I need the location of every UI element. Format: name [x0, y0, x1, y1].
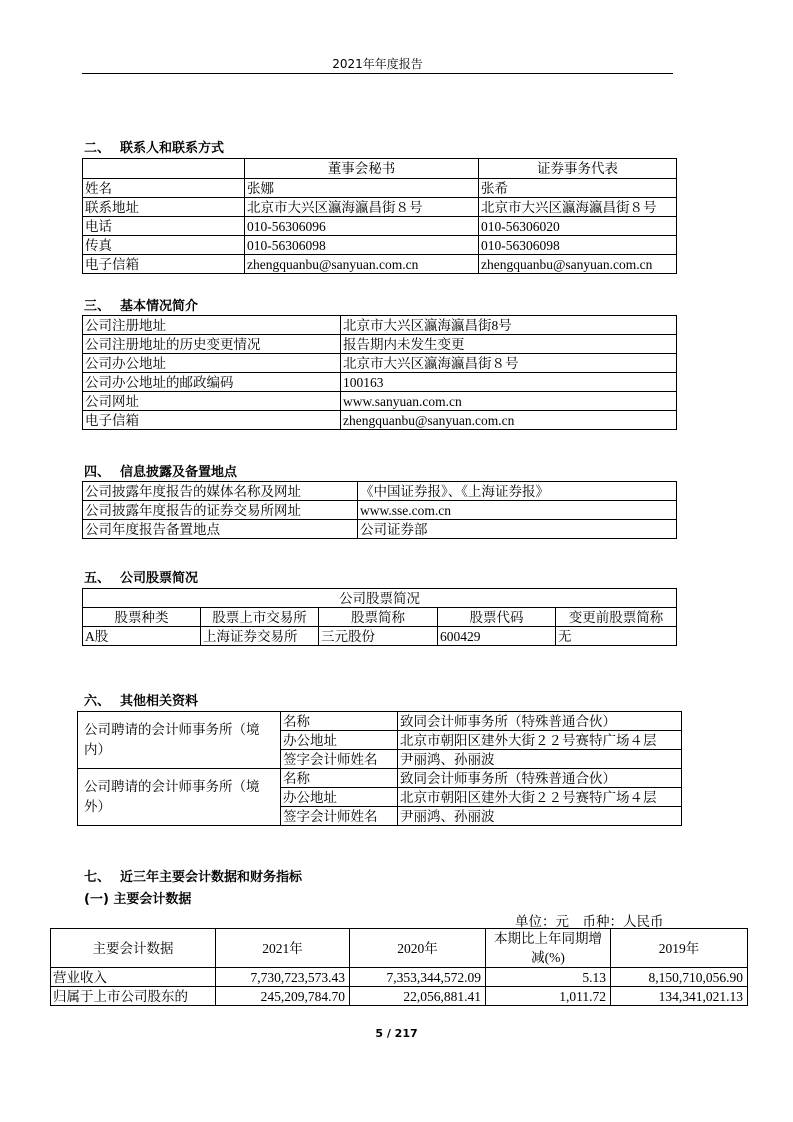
section-number: 七、 [84, 870, 111, 885]
table-cell: 股票种类 [83, 608, 201, 627]
table-cell: 营业收入 [51, 968, 216, 987]
section-4-title [84, 461, 237, 480]
table-cell: 办公地址 [281, 731, 398, 750]
section-number: 六、 [84, 694, 111, 709]
table-cell: 电话 [83, 217, 245, 236]
table-cell: 245,209,784.70 [216, 987, 350, 1006]
table-row [83, 501, 677, 520]
table-cell: 联系地址 [83, 198, 245, 217]
table-cell: 22,056,881.41 [350, 987, 486, 1006]
table-row [78, 712, 682, 731]
section-heading: 其他相关资料 [120, 694, 199, 709]
section-number: 五、 [84, 571, 111, 586]
table-row [78, 769, 682, 788]
table-cell: 股票代码 [438, 608, 556, 627]
column-header: 2021年 [216, 929, 350, 968]
table-cell: 公司注册地址的历史变更情况 [83, 335, 341, 354]
table-row [83, 373, 677, 392]
table-row [83, 411, 677, 430]
accounting-data-table [50, 928, 748, 1006]
table-cell: 张娜 [245, 179, 479, 198]
table-cell: 报告期内未发生变更 [341, 335, 677, 354]
table-cell: 010-56306020 [479, 217, 677, 236]
table-cell: 600429 [438, 627, 556, 646]
table-cell: A股 [83, 627, 201, 646]
table-cell: 《中国证券报》、《上海证券报》 [358, 482, 677, 501]
table-cell: 三元股份 [319, 627, 438, 646]
table-cell: 公司披露年度报告的证券交易所网址 [83, 501, 358, 520]
table-cell: 100163 [341, 373, 677, 392]
table-cell: 上海证券交易所 [201, 627, 319, 646]
table-cell: 公司办公地址的邮政编码 [83, 373, 341, 392]
section-heading: 公司股票简况 [120, 571, 199, 586]
table-row [83, 198, 677, 217]
section-heading: 联系人和联系方式 [120, 141, 225, 156]
table-cell: 010-56306098 [479, 236, 677, 255]
disclosure-table [82, 481, 677, 539]
table-cell: 北京市大兴区瀛海瀛昌街８号 [341, 354, 677, 373]
table-row [51, 968, 748, 987]
table-cell: 股票上市交易所 [201, 608, 319, 627]
section-6-title [84, 690, 198, 709]
table-cell: 签字会计师姓名 [281, 750, 398, 769]
table-cell: 7,353,344,572.09 [350, 968, 486, 987]
table-caption-row [83, 589, 677, 608]
other-info-table [77, 711, 682, 826]
table-cell: 北京市大兴区瀛海瀛昌街８号 [245, 198, 479, 217]
table-cell: 证券事务代表 [479, 159, 677, 179]
table-cell: 7,730,723,573.43 [216, 968, 350, 987]
table-cell: 5.13 [486, 968, 611, 987]
table-row [83, 392, 677, 411]
page-header: 2021年年度报告 [332, 57, 423, 71]
subsection-title: (一) 主要会计数据 [84, 892, 192, 907]
section-number: 三、 [84, 299, 111, 314]
section-7-title [84, 866, 302, 885]
stock-table [82, 588, 677, 646]
table-cell: 公司注册地址 [83, 316, 341, 335]
firm-label: 公司聘请的会计师事务所（境内） [78, 712, 281, 769]
firm-label: 公司聘请的会计师事务所（境外） [78, 769, 281, 826]
table-cell: 010-56306096 [245, 217, 479, 236]
table-cell: 名称 [281, 712, 398, 731]
table-cell: 公司网址 [83, 392, 341, 411]
table-cell: 变更前股票简称 [556, 608, 677, 627]
table-cell: 电子信箱 [83, 255, 245, 274]
section-2-title [84, 137, 224, 156]
table-cell: zhengquanbu@sanyuan.com.cn [341, 411, 677, 430]
table-cell: 尹丽鸿、孙丽波 [398, 750, 682, 769]
table-cell: 传真 [83, 236, 245, 255]
table-cell: zhengquanbu@sanyuan.com.cn [245, 255, 479, 274]
table-cell: 北京市大兴区瀛海瀛昌街８号 [479, 198, 677, 217]
section-heading: 近三年主要会计数据和财务指标 [120, 870, 303, 885]
table-row [83, 179, 677, 198]
table-cell: 无 [556, 627, 677, 646]
table-cell: 北京市朝阳区建外大街２２号赛特广场４层 [398, 788, 682, 807]
table-cell: 电子信箱 [83, 411, 341, 430]
table-row [83, 217, 677, 236]
table-row [83, 482, 677, 501]
section-heading: 基本情况简介 [120, 299, 199, 314]
column-header: 本期比上年同期增减(%) [486, 929, 611, 968]
section-3-title [84, 295, 198, 314]
table-cell: 公司办公地址 [83, 354, 341, 373]
table-cell: 股票简称 [319, 608, 438, 627]
table-row [83, 316, 677, 335]
table-header-row [51, 929, 748, 968]
basic-info-table [82, 315, 677, 430]
table-row [83, 608, 677, 627]
header-rule [82, 73, 673, 74]
table-cell: 公司证券部 [358, 520, 677, 539]
table-cell: 公司年度报告备置地点 [83, 520, 358, 539]
table-cell: 办公地址 [281, 788, 398, 807]
table-row [83, 335, 677, 354]
contact-table [82, 158, 677, 274]
page-number: 5 / 217 [375, 1027, 418, 1040]
table-cell: 1,011.72 [486, 987, 611, 1006]
table-cell: 名称 [281, 769, 398, 788]
unit-note: 单位：元 币种：人民币 [515, 914, 664, 929]
column-header: 主要会计数据 [51, 929, 216, 968]
table-cell: 北京市大兴区瀛海瀛昌街8号 [341, 316, 677, 335]
table-cell: 尹丽鸿、孙丽波 [398, 807, 682, 826]
table-row [83, 159, 677, 179]
section-number: 四、 [84, 465, 111, 480]
table-cell: www.sanyuan.com.cn [341, 392, 677, 411]
table-cell: 公司披露年度报告的媒体名称及网址 [83, 482, 358, 501]
table-cell: www.sse.com.cn [358, 501, 677, 520]
table-cell: 董事会秘书 [245, 159, 479, 179]
table-row [83, 354, 677, 373]
table-row [83, 255, 677, 274]
table-cell: 姓名 [83, 179, 245, 198]
table-cell: 签字会计师姓名 [281, 807, 398, 826]
table-cell: 134,341,021.13 [611, 987, 748, 1006]
table-row [83, 236, 677, 255]
table-cell: 北京市朝阳区建外大街２２号赛特广场４层 [398, 731, 682, 750]
table-cell: 归属于上市公司股东的 [51, 987, 216, 1006]
table-cell: 010-56306098 [245, 236, 479, 255]
column-header: 2020年 [350, 929, 486, 968]
section-heading: 信息披露及备置地点 [120, 465, 238, 480]
table-row [51, 987, 748, 1006]
section-5-title [84, 567, 198, 586]
table-cell: 8,150,710,056.90 [611, 968, 748, 987]
table-cell: 张希 [479, 179, 677, 198]
table-cell: 致同会计师事务所（特殊普通合伙） [398, 712, 682, 731]
table-cell: zhengquanbu@sanyuan.com.cn [479, 255, 677, 274]
table-row [83, 520, 677, 539]
table-cell [83, 159, 245, 179]
table-row [83, 627, 677, 646]
section-number: 二、 [84, 141, 111, 156]
table-cell: 致同会计师事务所（特殊普通合伙） [398, 769, 682, 788]
table-caption: 公司股票简况 [83, 589, 677, 608]
column-header: 2019年 [611, 929, 748, 968]
